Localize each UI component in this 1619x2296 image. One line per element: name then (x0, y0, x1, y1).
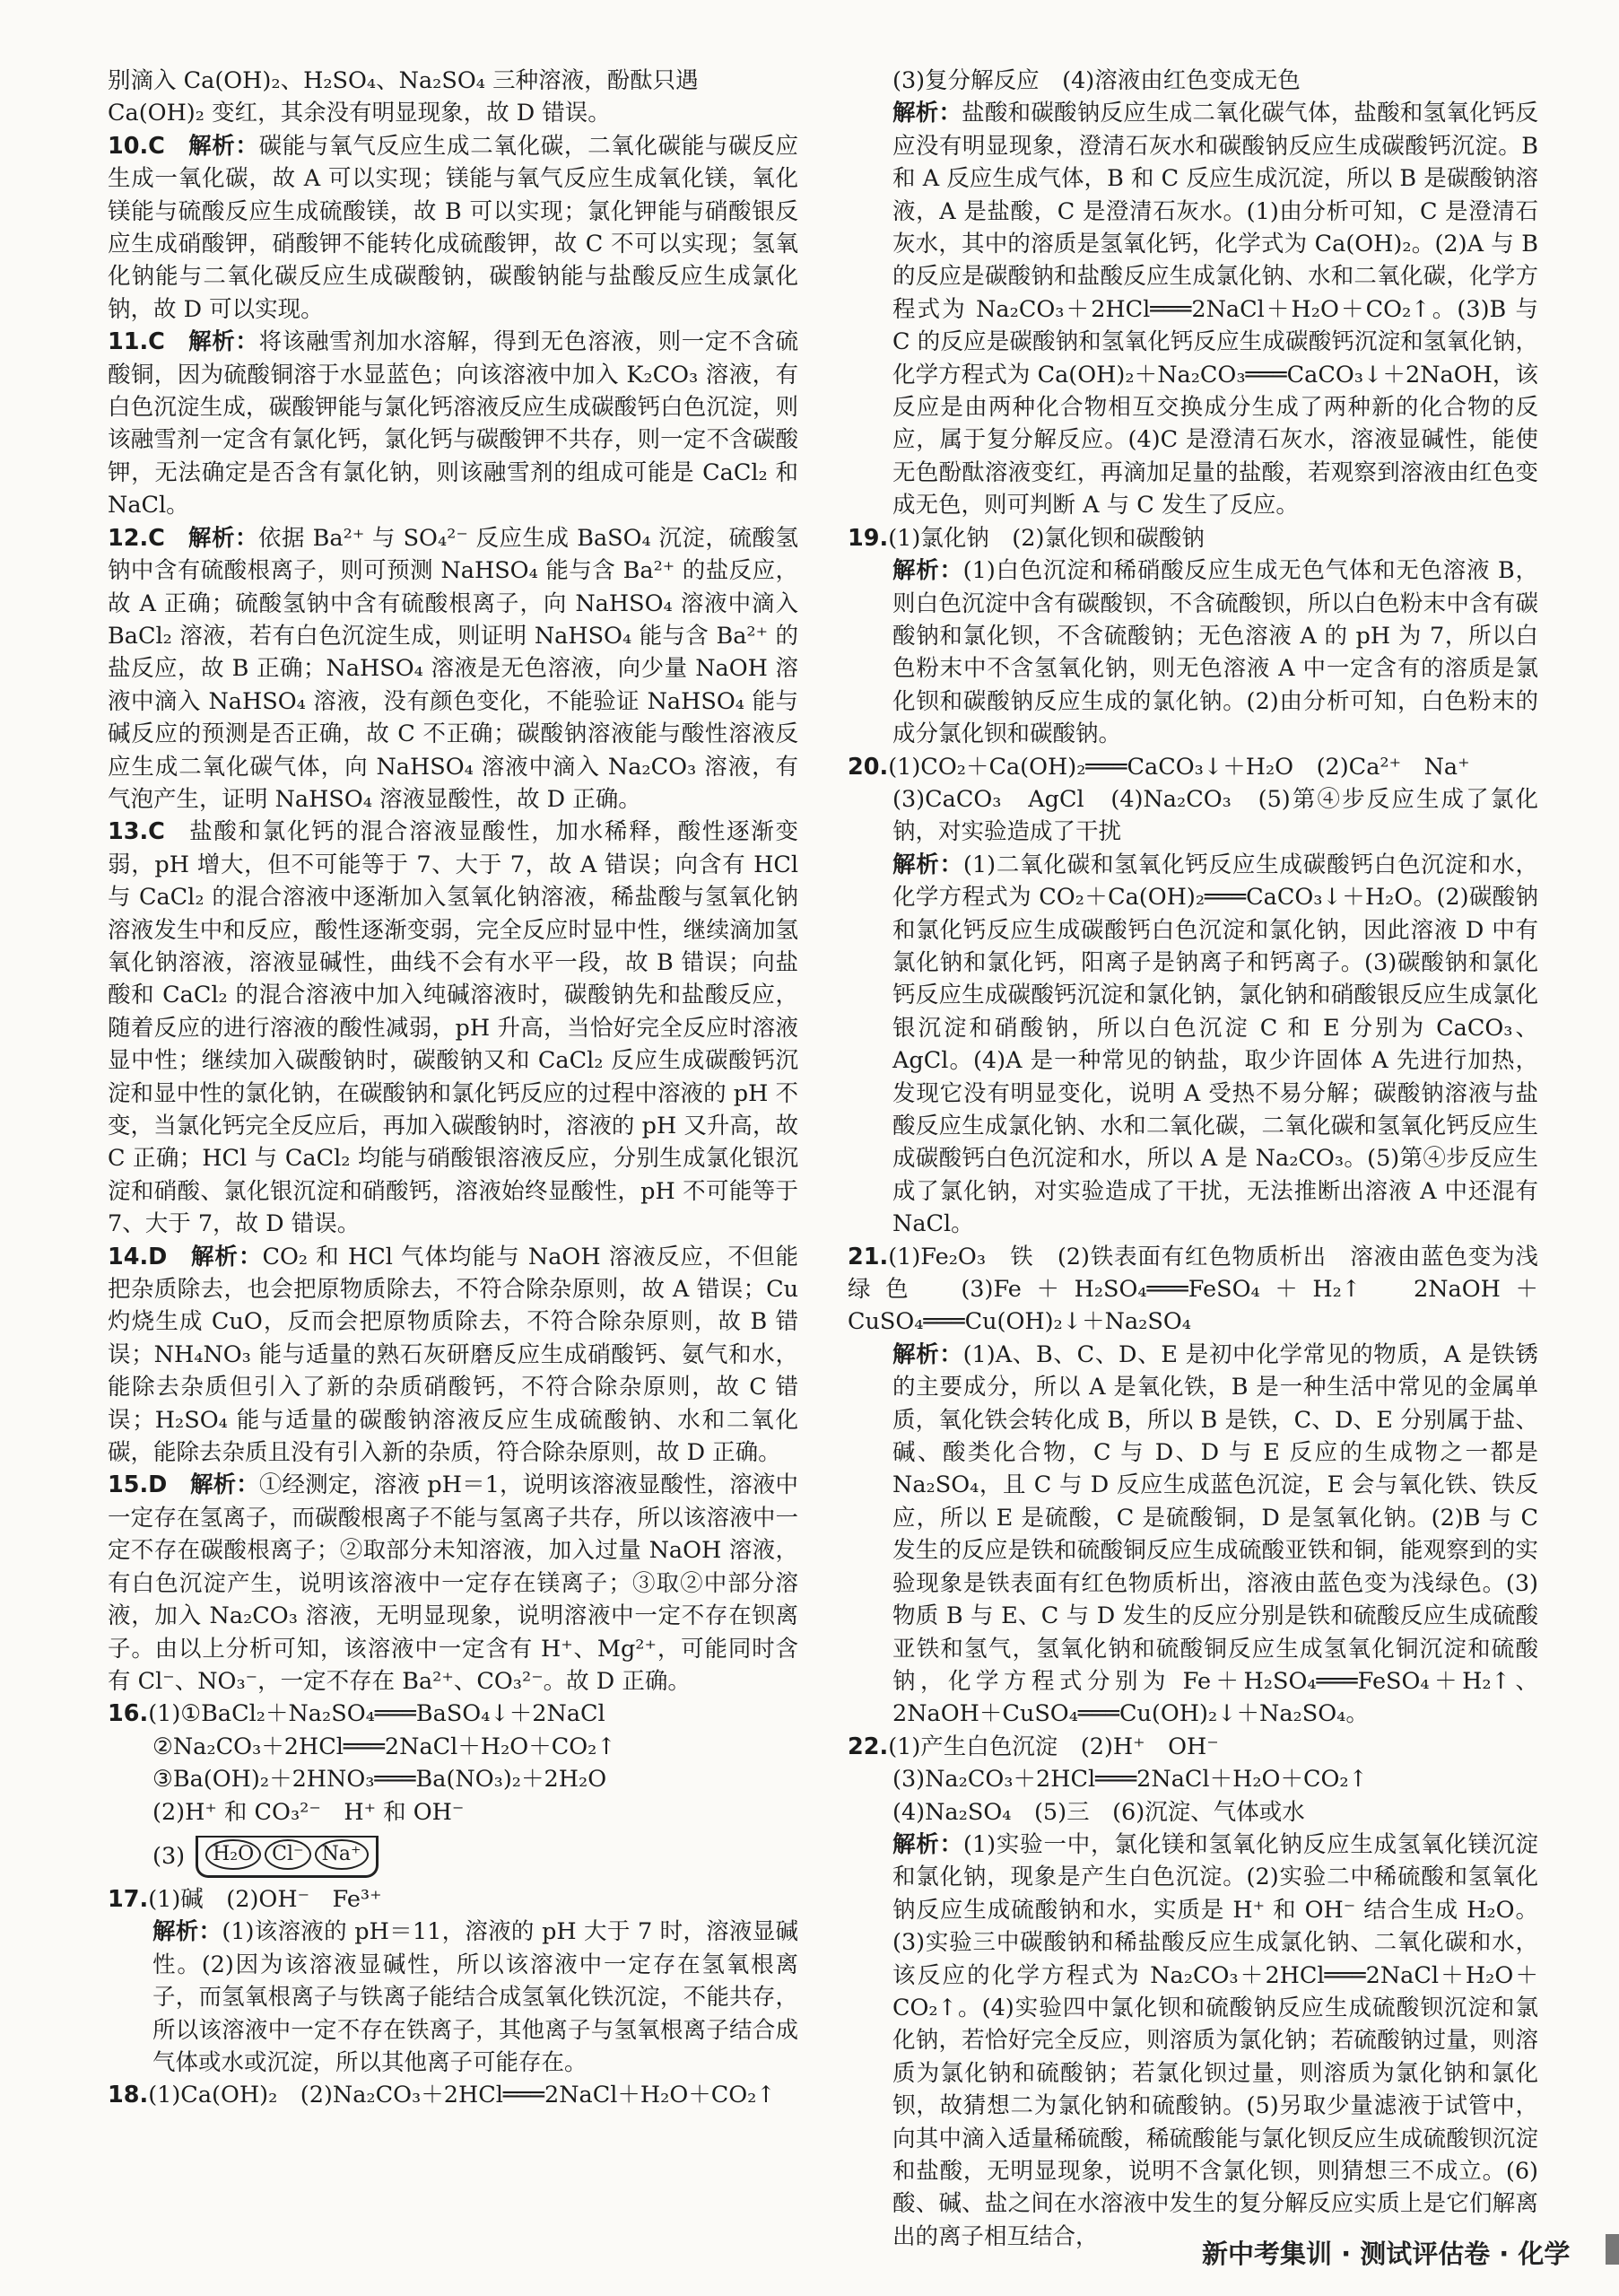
answer-item (108, 1698, 798, 1730)
analysis-label: 解析： (892, 851, 963, 878)
analysis-paragraph (848, 554, 1538, 750)
answer-item (848, 1731, 1538, 1763)
question-number: 10.C (108, 132, 165, 160)
ion-beaker-diagram (152, 1836, 798, 1878)
body-text: (1)Ca(OH)₂ (2)Na₂CO₃＋2HCl═══2NaCl＋H₂O＋CO₂↑ (148, 2082, 776, 2109)
analysis-label: 解析： (187, 524, 258, 552)
answer-item (108, 2079, 798, 2111)
left-column (108, 65, 798, 2112)
body-text: (1)白色沉淀和稀硝酸反应生成无色气体和无色溶液 B，则白色沉淀中含有碳酸钡，不含硫酸钡，所以白色粉末中含有碳酸钠和氯化钡，不含硫酸钠；无色溶液 A 的 pH 为 7，所以白色粉末中不含氢氧化钠，则无色溶液 A 中一定含有的溶质是氯化钡和碳酸钠反应生成的氯化钠。(2)由分析可知，白色粉末的成分氯化钡和碳酸钠。 (892, 557, 1538, 748)
body-text: (1)CO₂＋Ca(OH)₂═══CaCO₃↓＋H₂O (2)Ca²⁺ Na⁺ (888, 753, 1470, 781)
body-text: Ca(OH)₂ 变红，其余没有明显现象，故 D 错误。 (108, 100, 611, 127)
body-text: (1)产生白色沉淀 (2)H⁺ OH⁻ (888, 1733, 1219, 1760)
analysis-label: 解析： (892, 1830, 963, 1858)
diagram-label: (3) (152, 1843, 186, 1871)
analysis-paragraph (848, 1339, 1538, 1731)
body-text: (3)CaCO₃ AgCl (4)Na₂CO₃ (5)第④步反应生成了氯化钠，对实验造成了干扰 (892, 785, 1538, 846)
body-text: (1)实验一中，氯化镁和氢氧化钠反应生成氢氧化镁沉淀和氯化钠，现象是产生白色沉淀。(2)实验二中稀硫酸和氢氧化钠反应生成硫酸钠和水，实质是 H⁺ 和 OH⁻ 结合生成 H₂O。(3)实验三中碳酸钠和稀盐酸反应生成氯化钠、二氧化碳和水，该反应的化学方程式为 Na₂CO₃＋2HCl═══2NaCl＋H₂O＋CO₂↑。(4)实验四中氯化钡和硫酸钠反应生成硫酸钡沉淀和氯化钠，若恰好完全反应，则溶质为氯化钠；若硫酸钠过量，则溶质为氯化钠和硫酸钠；若氯化钡过量，则溶质为氯化钠和氯化钡，故猜想二为氯化钠和硫酸钠。(5)另取少量滤液于试管中，向其中滴入适量稀硫酸，稀硫酸能与氯化钡反应生成硫酸钡沉淀和盐酸，无明显现象，说明不含氯化钡，则猜想三不成立。(6)酸、碱、盐之间在水溶液中发生的复分解反应实质上是它们解离出的离子相互结合， (892, 1830, 1538, 2250)
answer-item (848, 751, 1538, 783)
analysis-label: 解析： (189, 1471, 259, 1499)
analysis-label: 解析： (892, 100, 962, 127)
body-text: 盐酸和氯化钙的混合溶液显酸性，加水稀释，酸性逐渐变弱，pH 增大，但不可能等于 7、大于 7，故 A 错误；向含有 HCl 与 CaCl₂ 的混合溶液中逐渐加入氢氧化钠溶液，稀盐酸与氢氧化钠溶液发生中和反应，酸性逐渐变弱，完全反应时显中性，继续滴加氢氧化钠溶液，溶液显碱性，曲线不会有水平一段，故 B 错误；向盐酸和 CaCl₂ 的混合溶液中加入纯碱溶液时，碳酸钠先和盐酸反应，随着反应的进行溶液的酸性减弱，pH 升高，当恰好完全反应时溶液显中性；继续加入碳酸钠时，碳酸钠又和 CaCl₂ 反应生成碳酸钙沉淀和显中性的氯化钠，在碳酸钠和氯化钙反应的过程中溶液的 pH 不变，当氯化钙完全反应后，再加入碳酸钠时，溶液的 pH 又升高，故 C 正确；HCl 与 CaCl₂ 均能与硝酸银溶液反应，分别生成氯化银沉淀和硝酸、氯化银沉淀和硝酸钙，溶液始终显酸性，pH 不可能等于 7、大于 7，故 D 错误。 (108, 818, 798, 1238)
body-text: ③Ba(OH)₂＋2HNO₃═══Ba(NO₃)₂＋2H₂O (152, 1766, 607, 1794)
answer-subline (108, 1796, 798, 1829)
answer-subline (848, 1796, 1538, 1829)
answer-item (108, 130, 798, 326)
answer-item (108, 326, 798, 521)
analysis-label: 解析： (892, 1340, 963, 1368)
question-number: 22. (848, 1733, 889, 1760)
question-number: 21. (848, 1243, 889, 1270)
answer-item (108, 1469, 798, 1698)
edge-tab-mark (1606, 2234, 1619, 2265)
analysis-label: 解析： (187, 132, 259, 160)
answer-item (108, 816, 798, 1240)
question-number: 13.C (108, 818, 165, 846)
body-text: (1)A、B、C、D、E 是初中化学常见的物质，A 是铁锈的主要成分，所以 A 是氧化铁，B 是一种生活中常见的金属单质，氧化铁会转化成 B，所以 B 是铁，C、D、E 分别属于盐、碱、酸类化合物，C 与 D、D 与 E 反应的生成物之一都是 Na₂SO₄，且 C 与 D 反应生成蓝色沉淀，E 会与氧化铁、铁反应，所以 E 是硫酸，C 是硫酸铜，D 是氢氧化钠。(2)B 与 C 发生的反应是铁和硫酸铜反应生成硫酸亚铁和铜，能观察到的实验现象是铁表面有红色物质析出，溶液由蓝色变为浅绿色。(3)物质 B 与 E、C 与 D 发生的反应分别是铁和硫酸反应生成硫酸亚铁和氢气，氢氧化钠和硫酸铜反应生成氢氧化铜沉淀和硫酸钠，化学方程式分别为 Fe＋H₂SO₄═══FeSO₄＋H₂↑、2NaOH＋CuSO₄═══Cu(OH)₂↓＋Na₂SO₄。 (892, 1340, 1538, 1728)
analysis-label: 解析： (187, 328, 259, 356)
ion-circle: Cl⁻ (265, 1839, 310, 1870)
question-number: 16. (108, 1700, 149, 1728)
body-text: (1)该溶液的 pH＝11，溶液的 pH 大于 7 时，溶液显碱性。(2)因为该溶液显碱性，所以该溶液中一定存在氢氧根离子，而氢氧根离子与铁离子能结合成氢氧化铁沉淀，不能共存，所以该溶液中一定不存在铁离子，其他离子与氢氧根离子结合成气体或水或沉淀，所以其他离子可能存在。 (152, 1918, 798, 2076)
continued-text (108, 97, 798, 129)
ion-circle: H₂O (205, 1839, 261, 1870)
body-text: 依据 Ba²⁺ 与 SO₄²⁻ 反应生成 BaSO₄ 沉淀，硫酸氢钠中含有硫酸根离子，则可预测 NaHSO₄ 能与含 Ba²⁺ 的盐反应，故 A 正确；硫酸氢钠中含有硫酸根离子，向 NaHSO₄ 溶液中滴入 BaCl₂ 溶液，若有白色沉淀生成，则证明 NaHSO₄ 能与含 Ba²⁺ 的盐反应，故 B 正确；NaHSO₄ 溶液是无色溶液，向少量 NaOH 溶液中滴入 NaHSO₄ 溶液，没有颜色变化，不能验证 NaHSO₄ 能与碱反应的预测是否正确，故 C 不正确；碳酸钠溶液能与酸性溶液反应生成二氧化碳气体，向 NaHSO₄ 溶液中滴入 Na₂CO₃ 溶液，有气泡产生，证明 NaHSO₄ 溶液显酸性，故 D 正确。 (108, 524, 798, 813)
analysis-paragraph (848, 97, 1538, 521)
analysis-paragraph (848, 849, 1538, 1241)
body-text: (1)氯化钠 (2)氯化钡和碳酸钠 (888, 524, 1205, 552)
ion-circle: Na⁺ (315, 1839, 369, 1870)
body-text: 盐酸和碳酸钠反应生成二氧化碳气体，盐酸和氢氧化钙反应没有明显现象，澄清石灰水和碳酸钠反应生成碳酸钙沉淀。B 和 A 反应生成气体，B 和 C 反应生成沉淀，所以 B 是碳酸钠溶液，A 是盐酸，C 是澄清石灰水。(1)由分析可知，C 是澄清石灰水，其中的溶质是氢氧化钙，化学式为 Ca(OH)₂。(2)A 与 B 的反应是碳酸钠和盐酸反应生成氯化钠、水和二氧化碳，化学方程式为 Na₂CO₃＋2HCl═══2NaCl＋H₂O＋CO₂↑。(3)B 与 C 的反应是碳酸钠和氢氧化钙反应生成碳酸钙沉淀和氢氧化钠，化学方程式为 Ca(OH)₂＋Na₂CO₃═══CaCO₃↓＋2NaOH，该反应是由两种化合物相互交换成分生成了两种新的化合物的反应，属于复分解反应。(4)C 是澄清石灰水，溶液显碱性，能使无色酚酞溶液变红，再滴加足量的盐酸，若观察到溶液由红色变成无色，则可判断 A 与 C 发生了反应。 (892, 100, 1538, 519)
answer-item (108, 1241, 798, 1470)
analysis-paragraph (108, 1916, 798, 2079)
body-text: (4)Na₂SO₄ (5)三 (6)沉淀、气体或水 (892, 1798, 1305, 1826)
question-number: 20. (848, 753, 889, 781)
body-text: 别滴入 Ca(OH)₂、H₂SO₄、Na₂SO₄ 三种溶液，酚酞只遇 (108, 67, 699, 94)
question-number: 18. (108, 2082, 149, 2109)
analysis-paragraph (848, 1829, 1538, 2253)
body-text: 碳能与氧气反应生成二氧化碳，二氧化碳能与碳反应生成一氧化碳，故 A 可以实现；镁能与氧气反应生成氧化镁，氧化镁能与硫酸反应生成硫酸镁，故 B 可以实现；氯化钾能与硝酸银反应生成硝酸钾，硝酸钾不能转化成硫酸钾，故 C 不可以实现；氢氧化钠能与二氧化碳反应生成碳酸钠，碳酸钠能与盐酸反应生成氯化钠，故 D 可以实现。 (108, 132, 798, 323)
answer-subline (108, 1731, 798, 1763)
answer-subline (848, 1763, 1538, 1795)
question-number: 17. (108, 1885, 149, 1913)
analysis-label: 解析： (189, 1243, 263, 1270)
question-number: 14.D (108, 1243, 168, 1270)
answer-item (848, 1241, 1538, 1339)
body-text: (3)Na₂CO₃＋2HCl═══2NaCl＋H₂O＋CO₂↑ (892, 1766, 1368, 1794)
body-text: (3)复分解反应 (4)溶液由红色变成无色 (892, 67, 1301, 94)
answer-subline (848, 65, 1538, 97)
analysis-label: 解析： (152, 1918, 222, 1946)
page-footer: 新中考集训 · 测试评估卷 · 化学 (1202, 2239, 1571, 2269)
analysis-label: 解析： (892, 557, 963, 585)
body-text: (1)碱 (2)OH⁻ Fe³⁺ (148, 1885, 382, 1913)
question-number: 19. (848, 524, 889, 552)
answer-item (108, 522, 798, 816)
body-text: (1)Fe₂O₃ 铁 (2)铁表面有红色物质析出 溶液由蓝色变为浅绿色 (3)Fe＋H₂SO₄═══FeSO₄＋H₂↑ 2NaOH＋CuSO₄═══Cu(OH)₂↓＋Na₂SO₄ (848, 1243, 1538, 1336)
body-text: 将该融雪剂加水溶解，得到无色溶液，则一定不含硫酸铜，因为硫酸铜溶于水显蓝色；向该溶液中加入 K₂CO₃ 溶液，有白色沉淀生成，碳酸钾能与氯化钙溶液反应生成碳酸钙白色沉淀，则该融雪剂一定含有氯化钙，氯化钙与碳酸钾不共存，则一定不含碳酸钾，无法确定是否含有氯化钠，则该融雪剂的组成可能是 CaCl₂ 和 NaCl。 (108, 328, 798, 519)
beaker-icon (196, 1836, 379, 1878)
body-text: ②Na₂CO₃＋2HCl═══2NaCl＋H₂O＋CO₂↑ (152, 1733, 616, 1760)
body-text: (1)①BaCl₂＋Na₂SO₄═══BaSO₄↓＋2NaCl (148, 1700, 605, 1728)
body-text: CO₂ 和 HCl 气体均能与 NaOH 溶液反应，不但能把杂质除去，也会把原物质除去，不符合除杂原则，故 A 错误；Cu 灼烧生成 CuO，反而会把原物质除去，不符合除杂原则，故 B 错误；NH₄NO₃ 能与适量的熟石灰研磨反应生成硝酸钙、氨气和水，能除去杂质但引入了新的杂质硝酸钙，不符合除杂原则，故 C 错误；H₂SO₄ 能与适量的碳酸钠溶液反应生成硫酸钠、水和二氧化碳，能除去杂质且没有引入新的杂质，符合除杂原则，故 D 正确。 (108, 1243, 798, 1467)
question-number: 12.C (108, 524, 165, 552)
body-text: (1)二氧化碳和氢氧化钙反应生成碳酸钙白色沉淀和水，化学方程式为 CO₂＋Ca(OH)₂═══CaCO₃↓＋H₂O。(2)碳酸钠和氯化钙反应生成碳酸钙白色沉淀和氯化钠，因此溶液 D 中有氯化钠和氯化钙，阳离子是钠离子和钙离子。(3)碳酸钠和氯化钙反应生成碳酸钙沉淀和氯化钠，氯化钠和硝酸银反应生成氯化银沉淀和硝酸钠，所以白色沉淀 C 和 E 分别为 CaCO₃、AgCl。(4)A 是一种常见的钠盐，取少许固体 A 先进行加热，发现它没有明显变化，说明 A 受热不易分解；碳酸钠溶液与盐酸反应生成氯化钠、水和二氧化碳，二氧化碳和氢氧化钙反应生成碳酸钙白色沉淀和水，所以 A 是 Na₂CO₃。(5)第④步反应生成了氯化钠，对实验造成了干扰，无法推断出溶液 A 中还混有 NaCl。 (892, 851, 1538, 1238)
body-text: (2)H⁺ 和 CO₃²⁻ H⁺ 和 OH⁻ (152, 1798, 465, 1826)
body-text: ①经测定，溶液 pH＝1，说明该溶液显酸性，溶液中一定存在氢离子，而碳酸根离子不能与氢离子共存，所以该溶液中一定不存在碳酸根离子；②取部分未知溶液，加入过量 NaOH 溶液，有白色沉淀产生，说明该溶液中一定存在镁离子；③取②中部分溶液，加入 Na₂CO₃ 溶液，无明显现象，说明溶液中一定不存在钡离子。由以上分析可知，该溶液中一定含有 H⁺、Mg²⁺，可能同时含有 Cl⁻、NO₃⁻，一定不存在 Ba²⁺、CO₃²⁻。故 D 正确。 (108, 1471, 798, 1695)
question-number: 15.D (108, 1471, 168, 1499)
question-number: 11.C (108, 328, 165, 356)
continued-text (108, 65, 798, 97)
answer-item (108, 1883, 798, 1916)
answer-item (848, 522, 1538, 554)
right-column (848, 65, 1538, 2253)
answer-subline (108, 1763, 798, 1795)
answer-subline (848, 783, 1538, 849)
